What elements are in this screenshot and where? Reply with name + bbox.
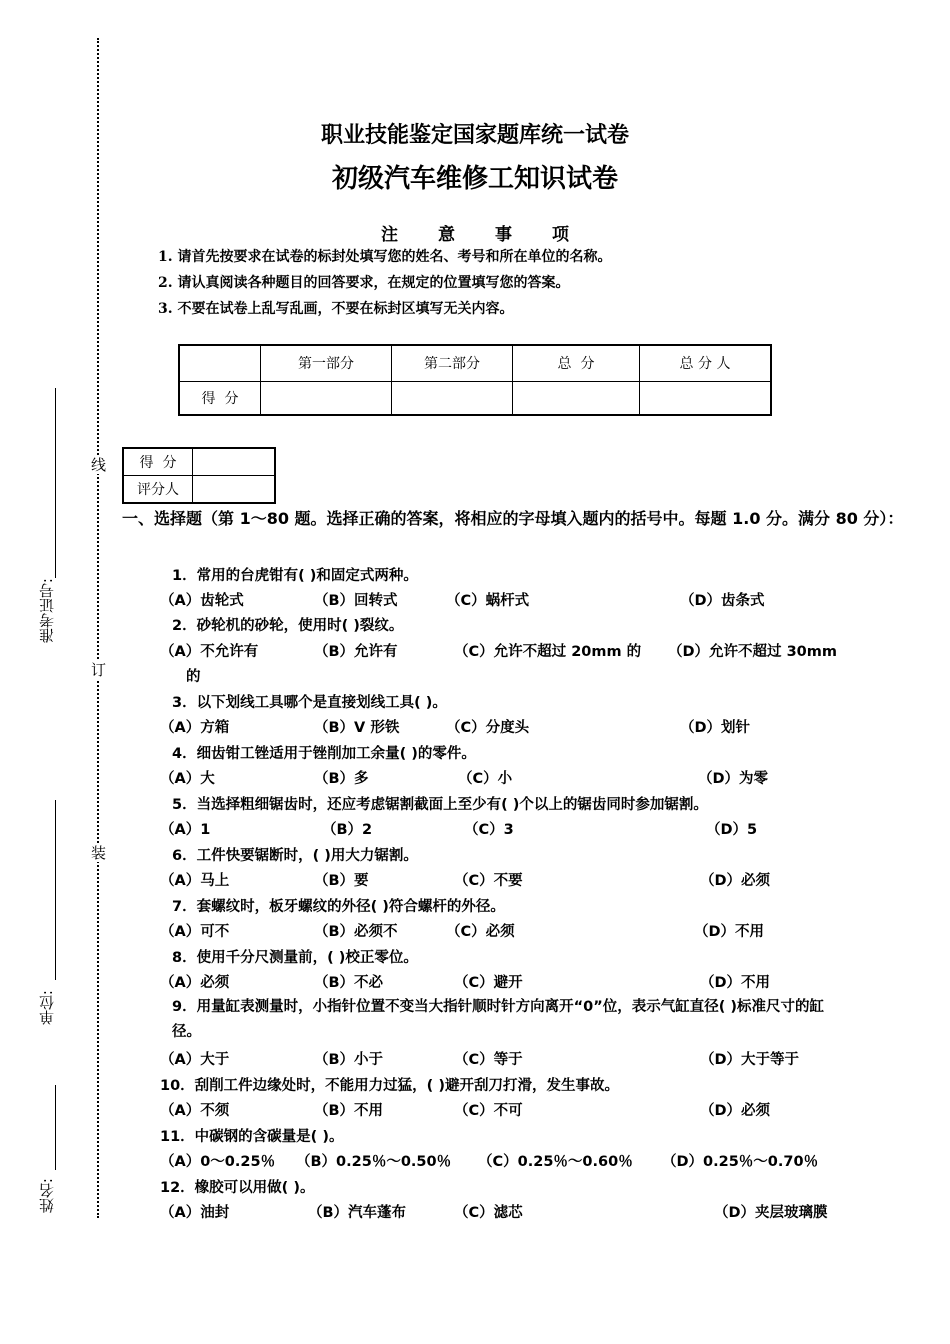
exam-title-sub: 初级汽车维修工知识试卷	[331, 164, 618, 194]
q5-option-b: （B）2	[322, 822, 373, 838]
question-4: 4．细齿钳工锉适用于锉削加工余量( )的零件。	[172, 746, 476, 762]
q6-option-a: （A）马上	[160, 873, 230, 889]
q4-option-c: （C）小	[458, 771, 513, 787]
notice-rule-3: 3. 不要在试卷上乱写乱画，不要在标封区填写无关内容。	[158, 301, 514, 317]
q10-option-b: （B）不用	[314, 1103, 384, 1119]
q12-option-a: （A）油封	[160, 1205, 230, 1221]
section-grader-cell[interactable]	[193, 476, 276, 504]
q3-option-d: （D）划针	[680, 720, 751, 736]
binding-char-ding: 订	[89, 662, 107, 677]
exam-id-field-line[interactable]	[55, 388, 56, 578]
q5-option-c: （C）3	[464, 822, 514, 838]
section-grader-label: 评分人	[123, 476, 193, 504]
score-cell-part2[interactable]	[392, 381, 513, 415]
q12-option-b: （B）汽车蓬布	[308, 1205, 407, 1221]
q4-option-d: （D）为零	[698, 771, 769, 787]
q4-option-a: （A）大	[160, 771, 215, 787]
score-header-part2: 第二部分	[392, 345, 513, 381]
q11-option-a: （A）0～0.25％	[160, 1154, 276, 1170]
q7-option-a: （A）可不	[160, 924, 230, 940]
q7-option-c: （C）必须	[446, 924, 515, 940]
exam-id-label: 准考证号:	[38, 578, 56, 644]
name-field-line[interactable]	[55, 1085, 56, 1170]
binding-char-xian: 线	[89, 457, 107, 472]
q6-option-d: （D）必须	[700, 873, 771, 889]
q2-option-d-continuation: 的	[186, 669, 201, 685]
score-header-part1: 第一部分	[261, 345, 392, 381]
score-table	[178, 344, 772, 416]
q11-option-b: （B）0.25％～0.50％	[296, 1154, 452, 1170]
score-cell-grader[interactable]	[640, 381, 772, 415]
exam-title-main: 职业技能鉴定国家题库统一试卷	[320, 123, 629, 148]
section-score-table	[122, 447, 276, 504]
q2-option-a: （A）不允许有	[160, 644, 259, 660]
q6-option-c: （C）不要	[454, 873, 523, 889]
question-9: 9．用量缸表测量时，小指针位置不变当大指针顺时针方向离开“0”位，表示气缸直径( )标准尺寸的缸径。	[172, 999, 825, 1040]
name-label: 姓名:	[38, 1178, 56, 1214]
score-header-grader: 总 分 人	[640, 345, 772, 381]
q5-option-d: （D）5	[706, 822, 758, 838]
question-10: 10．刮削工件边缘处时，不能用力过猛，( )避开刮刀打滑，发生事故。	[160, 1078, 619, 1094]
question-1: 1．常用的台虎钳有( )和固定式两种。	[172, 568, 418, 584]
q4-option-b: （B）多	[314, 771, 369, 787]
score-cell-total[interactable]	[513, 381, 640, 415]
q9-option-d: （D）大于等于	[700, 1052, 800, 1068]
q1-option-a: （A）齿轮式	[160, 593, 244, 609]
q10-option-a: （A）不须	[160, 1103, 230, 1119]
question-7: 7．套螺纹时，板牙螺纹的外径( )符合螺杆的外径。	[172, 899, 505, 915]
q9-option-c: （C）等于	[454, 1052, 523, 1068]
score-header-blank	[179, 345, 261, 381]
q2-option-b: （B）允许有	[314, 644, 398, 660]
q12-option-c: （C）滤芯	[454, 1205, 523, 1221]
section-score-label: 得 分	[123, 448, 193, 476]
q7-option-b: （B）必须不	[314, 924, 398, 940]
notice-rule-2: 2. 请认真阅读各种题目的回答要求，在规定的位置填写您的答案。	[158, 275, 570, 291]
q11-option-c: （C）0.25％～0.60％	[478, 1154, 633, 1170]
q8-option-b: （B）不必	[314, 975, 384, 991]
notice-rule-1: 1. 请首先按要求在试卷的标封处填写您的姓名、考号和所在单位的名称。	[158, 249, 612, 265]
q3-option-c: （C）分度头	[446, 720, 530, 736]
question-11: 11．中碳钢的含碳量是( )。	[160, 1129, 344, 1145]
unit-label: 单位:	[38, 990, 56, 1026]
score-header-total: 总 分	[513, 345, 640, 381]
question-5: 5．当选择粗细锯齿时，还应考虑锯割截面上至少有( )个以上的锯齿同时参加锯割。	[172, 797, 708, 813]
binding-char-zhuang: 装	[89, 845, 107, 860]
section-score-cell[interactable]	[193, 448, 276, 476]
q2-option-d: （D）允许不超过 30mm	[668, 644, 837, 660]
q8-option-c: （C）避开	[454, 975, 523, 991]
score-cell-part1[interactable]	[261, 381, 392, 415]
question-12: 12．橡胶可以用做( )。	[160, 1180, 315, 1196]
q10-option-c: （C）不可	[454, 1103, 523, 1119]
q7-option-d: （D）不用	[694, 924, 765, 940]
question-6: 6．工件快要锯断时，( )用大力锯割。	[172, 848, 418, 864]
q11-option-d: （D）0.25％～0.70％	[662, 1154, 819, 1170]
q12-option-d: （D）夹层玻璃膜	[714, 1205, 828, 1221]
question-2: 2．砂轮机的砂轮，使用时( )裂纹。	[172, 618, 404, 634]
q1-option-b: （B）回转式	[314, 593, 398, 609]
question-8: 8．使用千分尺测量前，( )校正零位。	[172, 950, 418, 966]
notice-heading: 注意事项	[381, 225, 609, 245]
q3-option-b: （B）V 形铁	[314, 720, 400, 736]
q10-option-d: （D）必须	[700, 1103, 771, 1119]
score-row-label: 得 分	[179, 381, 261, 415]
q3-option-a: （A）方箱	[160, 720, 230, 736]
unit-field-line[interactable]	[55, 800, 56, 980]
q8-option-d: （D）不用	[700, 975, 771, 991]
q9-option-b: （B）小于	[314, 1052, 384, 1068]
q6-option-b: （B）要	[314, 873, 369, 889]
q2-option-c: （C）允许不超过 20mm 的	[454, 644, 642, 660]
q5-option-a: （A）1	[160, 822, 211, 838]
q9-option-a: （A）大于	[160, 1052, 230, 1068]
q1-option-d: （D）齿条式	[680, 593, 765, 609]
q1-option-c: （C）蜗杆式	[446, 593, 530, 609]
section-heading: 一、选择题（第 1～80 题。选择正确的答案，将相应的字母填入题内的括号中。每题 1.0 分。满分 80 分）：	[122, 509, 904, 528]
q8-option-a: （A）必须	[160, 975, 230, 991]
binding-dotted-line	[97, 38, 99, 1218]
question-3: 3．以下划线工具哪个是直接划线工具( )。	[172, 695, 447, 711]
